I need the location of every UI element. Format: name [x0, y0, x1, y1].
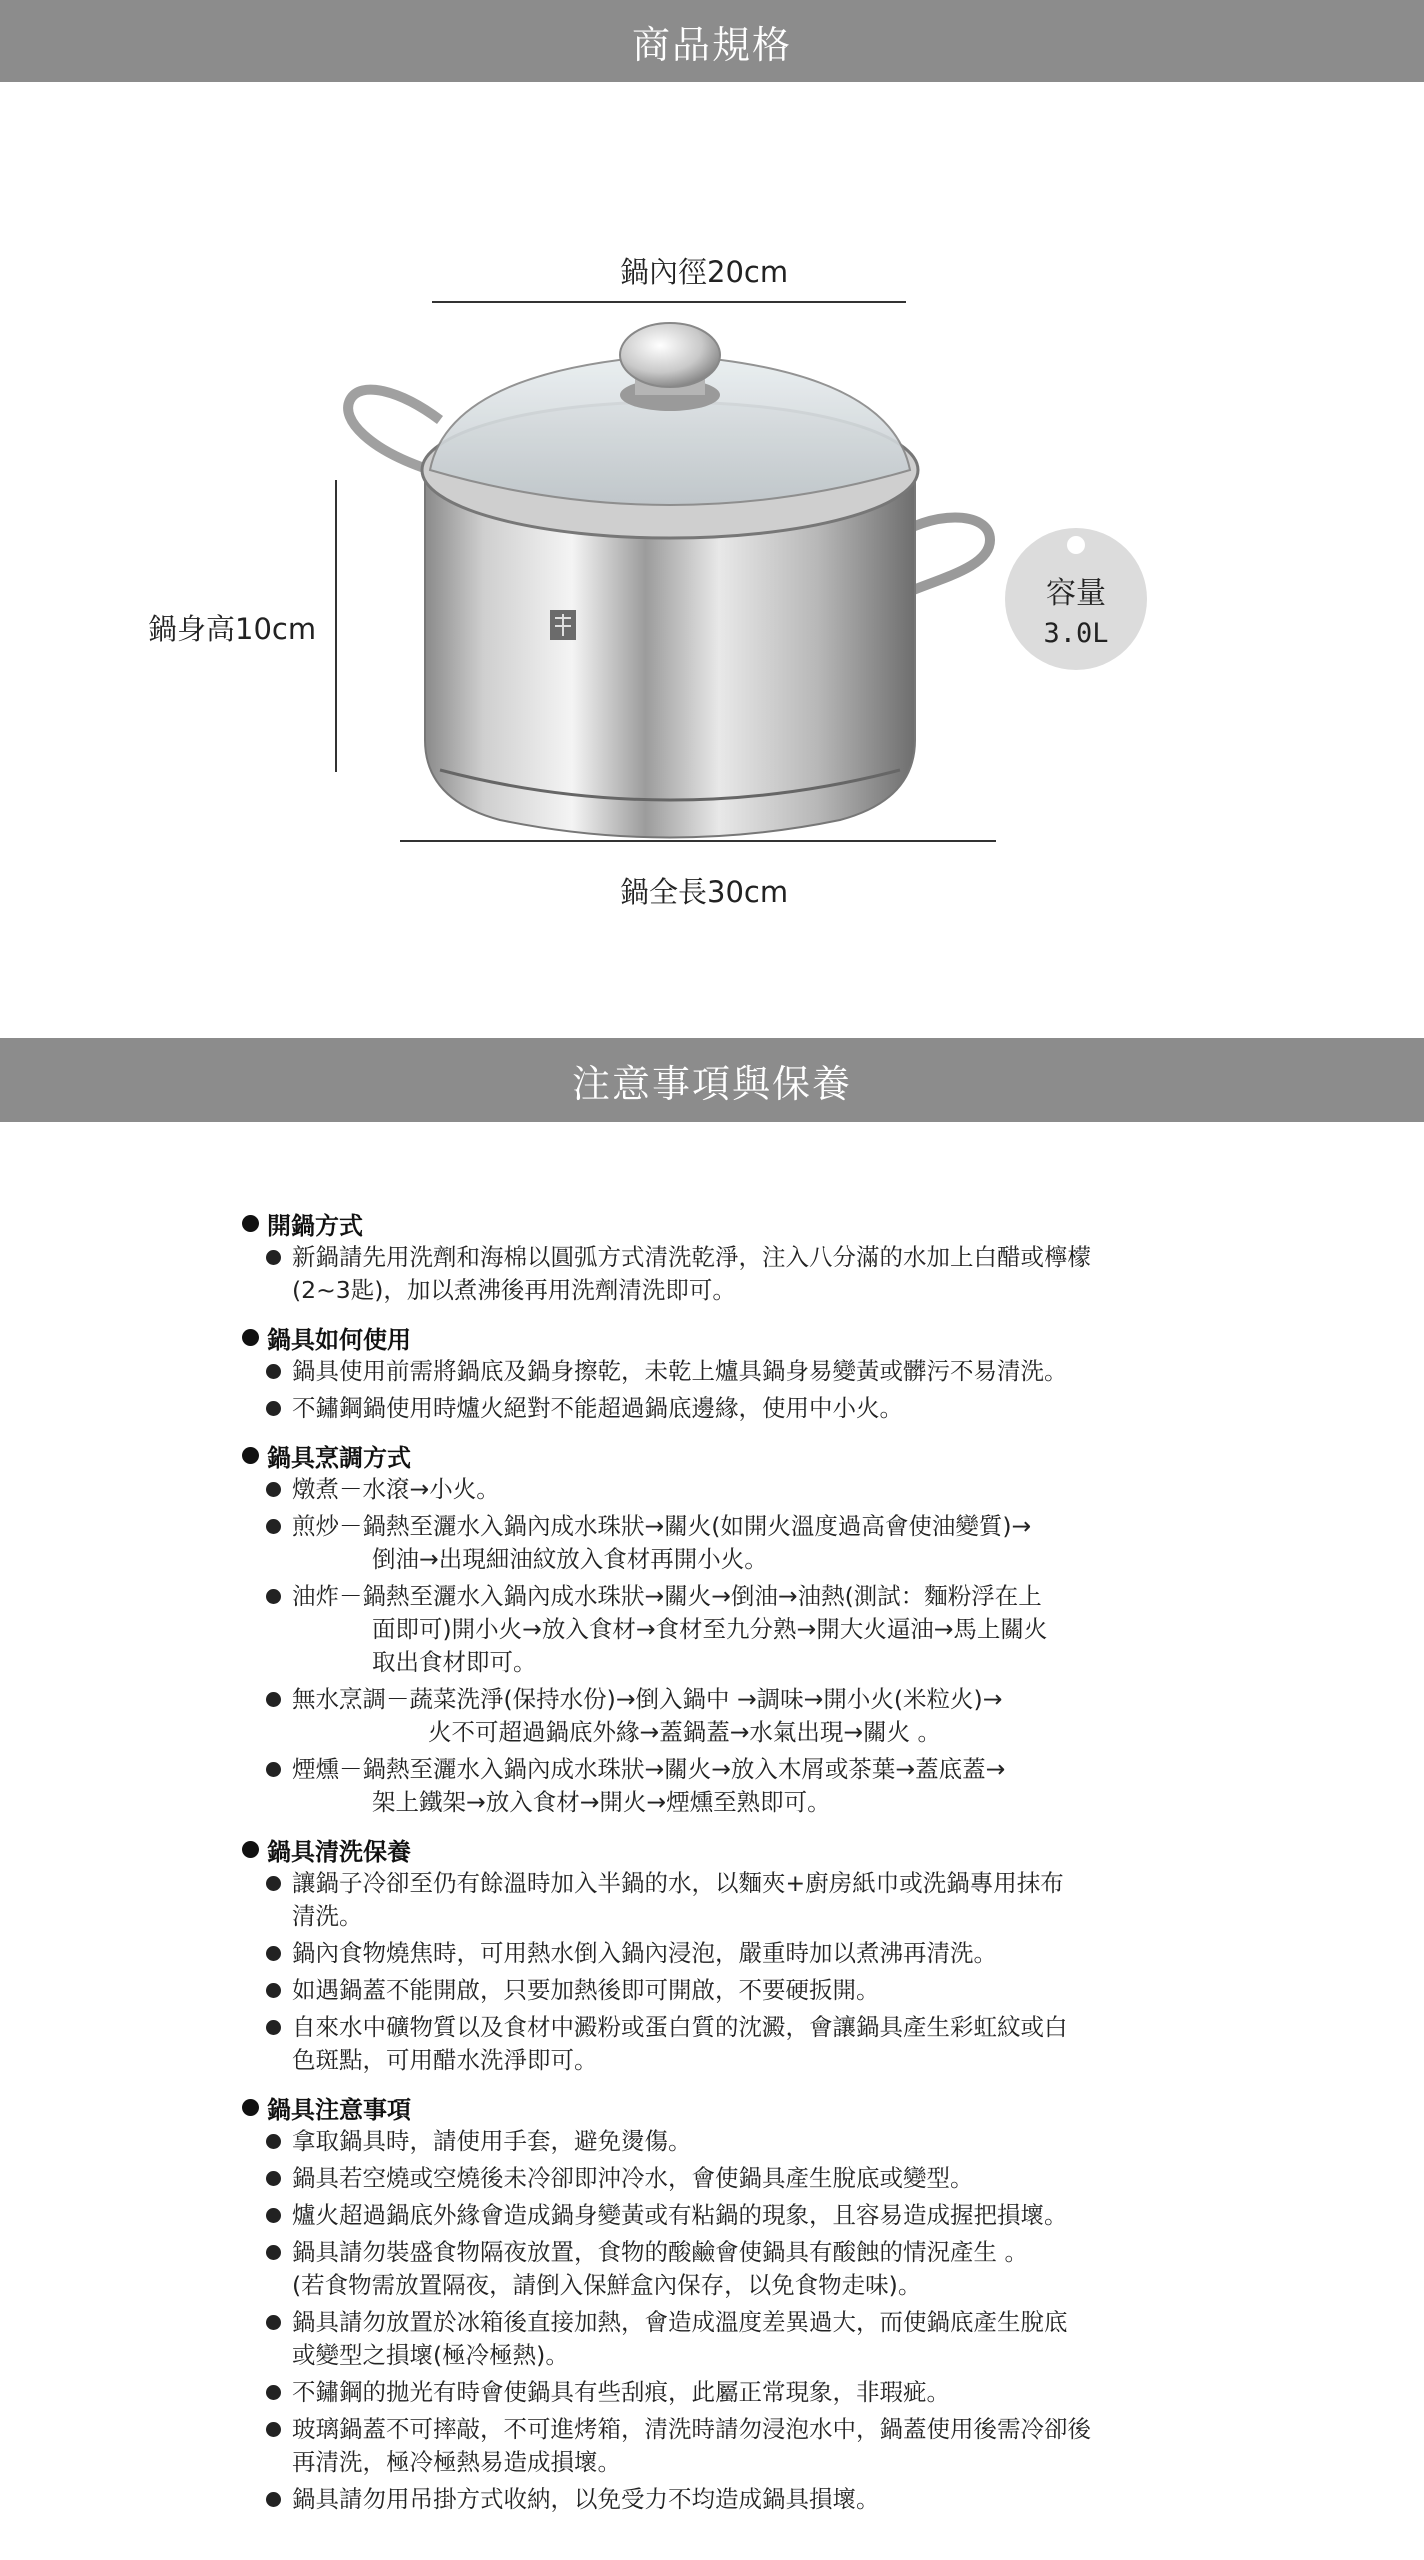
- note-item: [242, 1753, 1172, 1819]
- note-item: [242, 1473, 1172, 1506]
- note-line: 讓鍋子冷卻至仍有餘溫時加入半鍋的水，以麵夾+廚房紙巾或洗鍋專用抹布: [292, 1869, 1064, 1897]
- note-item: [242, 2483, 1172, 2516]
- note-section: [242, 1205, 1172, 1307]
- pot-illustration: [330, 300, 1010, 860]
- note-line: 拿取鍋具時，請使用手套，避免燙傷。: [292, 2127, 692, 2155]
- length-label: 鍋全長30cm: [620, 875, 789, 909]
- note-section-title-text: 鍋具清洗保養: [267, 1837, 411, 1866]
- care-notes: [242, 1205, 1172, 2528]
- item-bullet-icon: [266, 1692, 281, 1707]
- note-item: [242, 2125, 1172, 2158]
- note-item: [242, 2162, 1172, 2195]
- item-bullet-icon: [266, 2134, 281, 2149]
- note-line: 清洗。: [292, 1902, 363, 1930]
- spec-section-header: [0, 0, 1424, 82]
- note-item: [242, 2199, 1172, 2232]
- note-item: [242, 1510, 1172, 1576]
- note-section-title: [242, 1319, 1172, 1355]
- note-line: 玻璃鍋蓋不可摔敲，不可進烤箱，清洗時請勿浸泡水中，鍋蓋使用後需冷卻後: [292, 2415, 1091, 2443]
- note-line: 爐火超過鍋底外緣會造成鍋身變黃或有粘鍋的現象，且容易造成握把損壞。: [292, 2201, 1068, 2229]
- item-bullet-icon: [266, 1364, 281, 1379]
- item-bullet-icon: [266, 2171, 281, 2186]
- note-item: [242, 1580, 1172, 1679]
- note-section: [242, 2089, 1172, 2516]
- item-bullet-icon: [266, 1762, 281, 1777]
- lid-knob: [620, 323, 720, 387]
- note-line: 鍋內食物燒焦時，可用熱水倒入鍋內浸泡，嚴重時加以煮沸再清洗。: [292, 1939, 997, 1967]
- item-bullet-icon: [266, 1519, 281, 1534]
- capacity-label: 容量: [1046, 575, 1106, 611]
- note-line: 倒油→出現細油紋放入食材再開小火。: [372, 1545, 768, 1573]
- note-item: [242, 1392, 1172, 1425]
- height-label: 鍋身高10cm: [148, 612, 317, 646]
- note-item: [242, 1974, 1172, 2007]
- note-line: 鍋具若空燒或空燒後未冷卻即沖冷水，會使鍋具產生脫底或變型。: [292, 2164, 974, 2192]
- care-section-header: [0, 1038, 1424, 1122]
- note-line: (2~3匙)，加以煮沸後再用洗劑清洗即可。: [292, 1276, 736, 1304]
- item-bullet-icon: [266, 1250, 281, 1265]
- note-item: [242, 2376, 1172, 2409]
- section-bullet-icon: [242, 1329, 259, 1346]
- note-section: [242, 1831, 1172, 2077]
- item-bullet-icon: [266, 2245, 281, 2260]
- note-section-title: [242, 1437, 1172, 1473]
- note-section-title-text: 鍋具如何使用: [267, 1325, 411, 1354]
- item-bullet-icon: [266, 1983, 281, 1998]
- note-line: 架上鐵架→放入食材→開火→煙燻至熟即可。: [372, 1788, 831, 1816]
- note-section: [242, 1319, 1172, 1425]
- note-line: 鍋具請勿用吊掛方式收納，以免受力不均造成鍋具損壞。: [292, 2485, 880, 2513]
- note-line: (若食物需放置隔夜，請倒入保鮮盒內保存，以免食物走味)。: [292, 2271, 922, 2299]
- item-bullet-icon: [266, 2315, 281, 2330]
- note-item: [242, 2306, 1172, 2372]
- item-bullet-icon: [266, 2422, 281, 2437]
- note-item: [242, 1241, 1172, 1307]
- note-section-title-text: 鍋具烹調方式: [267, 1443, 411, 1472]
- section-bullet-icon: [242, 2099, 259, 2116]
- item-bullet-icon: [266, 1401, 281, 1416]
- item-bullet-icon: [266, 2492, 281, 2507]
- note-section-title-text: 開鍋方式: [267, 1211, 363, 1240]
- note-line: 火不可超過鍋底外緣→蓋鍋蓋→水氣出現→關火 。: [428, 1718, 942, 1746]
- capacity-value: 3.0L: [1043, 617, 1109, 649]
- note-section-title: [242, 2089, 1172, 2125]
- note-section-title: [242, 1831, 1172, 1867]
- note-line: 煙燻－鍋熱至灑水入鍋內成水珠狀→關火→放入木屑或茶葉→蓋底蓋→: [292, 1755, 1006, 1783]
- note-item: [242, 2236, 1172, 2302]
- section-bullet-icon: [242, 1215, 259, 1232]
- badge-hole: [1067, 536, 1085, 554]
- item-bullet-icon: [266, 1876, 281, 1891]
- note-item: [242, 1937, 1172, 1970]
- note-line: 取出食材即可。: [372, 1648, 537, 1676]
- note-line: 或變型之損壞(極冷極熱)。: [292, 2341, 569, 2369]
- section-bullet-icon: [242, 1841, 259, 1858]
- note-section: [242, 1437, 1172, 1819]
- item-bullet-icon: [266, 1946, 281, 1961]
- note-line: 色斑點，可用醋水洗淨即可。: [292, 2046, 598, 2074]
- note-section-title: [242, 1205, 1172, 1241]
- item-bullet-icon: [266, 2385, 281, 2400]
- section-bullet-icon: [242, 1447, 259, 1464]
- note-line: 面即可)開小火→放入食材→食材至九分熟→開大火逼油→馬上關火: [372, 1615, 1048, 1643]
- care-section-title: 注意事項與保養: [571, 1061, 852, 1106]
- note-item: [242, 1355, 1172, 1388]
- note-item: [242, 2011, 1172, 2077]
- diameter-label: 鍋內徑20cm: [620, 255, 789, 289]
- item-bullet-icon: [266, 2020, 281, 2035]
- item-bullet-icon: [266, 1589, 281, 1604]
- note-line: 鍋具請勿放置於冰箱後直接加熱，會造成溫度差異過大，而使鍋底產生脫底: [292, 2308, 1068, 2336]
- note-line: 燉煮－水滾→小火。: [292, 1475, 500, 1503]
- note-item: [242, 2413, 1172, 2479]
- item-bullet-icon: [266, 2208, 281, 2223]
- note-item: [242, 1867, 1172, 1933]
- note-line: 鍋具請勿裝盛食物隔夜放置，食物的酸鹼會使鍋具有酸蝕的情況產生 。: [292, 2238, 1028, 2266]
- note-line: 再清洗，極冷極熱易造成損壞。: [292, 2448, 621, 2476]
- note-line: 煎炒－鍋熱至灑水入鍋內成水珠狀→關火(如開火溫度過高會使油變質)→: [292, 1512, 1032, 1540]
- note-line: 新鍋請先用洗劑和海棉以圓弧方式清洗乾淨，注入八分滿的水加上白醋或檸檬: [292, 1243, 1091, 1271]
- spec-section-title: 商品規格: [631, 22, 792, 67]
- note-line: 自來水中礦物質以及食材中澱粉或蛋白質的沈澱，會讓鍋具產生彩虹紋或白: [292, 2013, 1068, 2041]
- item-bullet-icon: [266, 1482, 281, 1497]
- note-line: 不鏽鋼的拋光有時會使鍋具有些刮痕，此屬正常現象，非瑕疵。: [292, 2378, 950, 2406]
- note-line: 無水烹調－蔬菜洗淨(保持水份)→倒入鍋中 →調味→開小火(米粒火)→: [292, 1685, 1003, 1713]
- note-line: 不鏽鋼鍋使用時爐火絕對不能超過鍋底邊緣，使用中小火。: [292, 1394, 903, 1422]
- note-line: 如遇鍋蓋不能開啟，只要加熱後即可開啟，不要硬扳開。: [292, 1976, 880, 2004]
- note-line: 鍋具使用前需將鍋底及鍋身擦乾，未乾上爐具鍋身易變黃或髒污不易清洗。: [292, 1357, 1068, 1385]
- capacity-badge: [1005, 528, 1147, 670]
- note-section-title-text: 鍋具注意事項: [267, 2095, 411, 2124]
- note-item: [242, 1683, 1172, 1749]
- note-line: 油炸－鍋熱至灑水入鍋內成水珠狀→關火→倒油→油熱(測試：麵粉浮在上: [292, 1582, 1042, 1610]
